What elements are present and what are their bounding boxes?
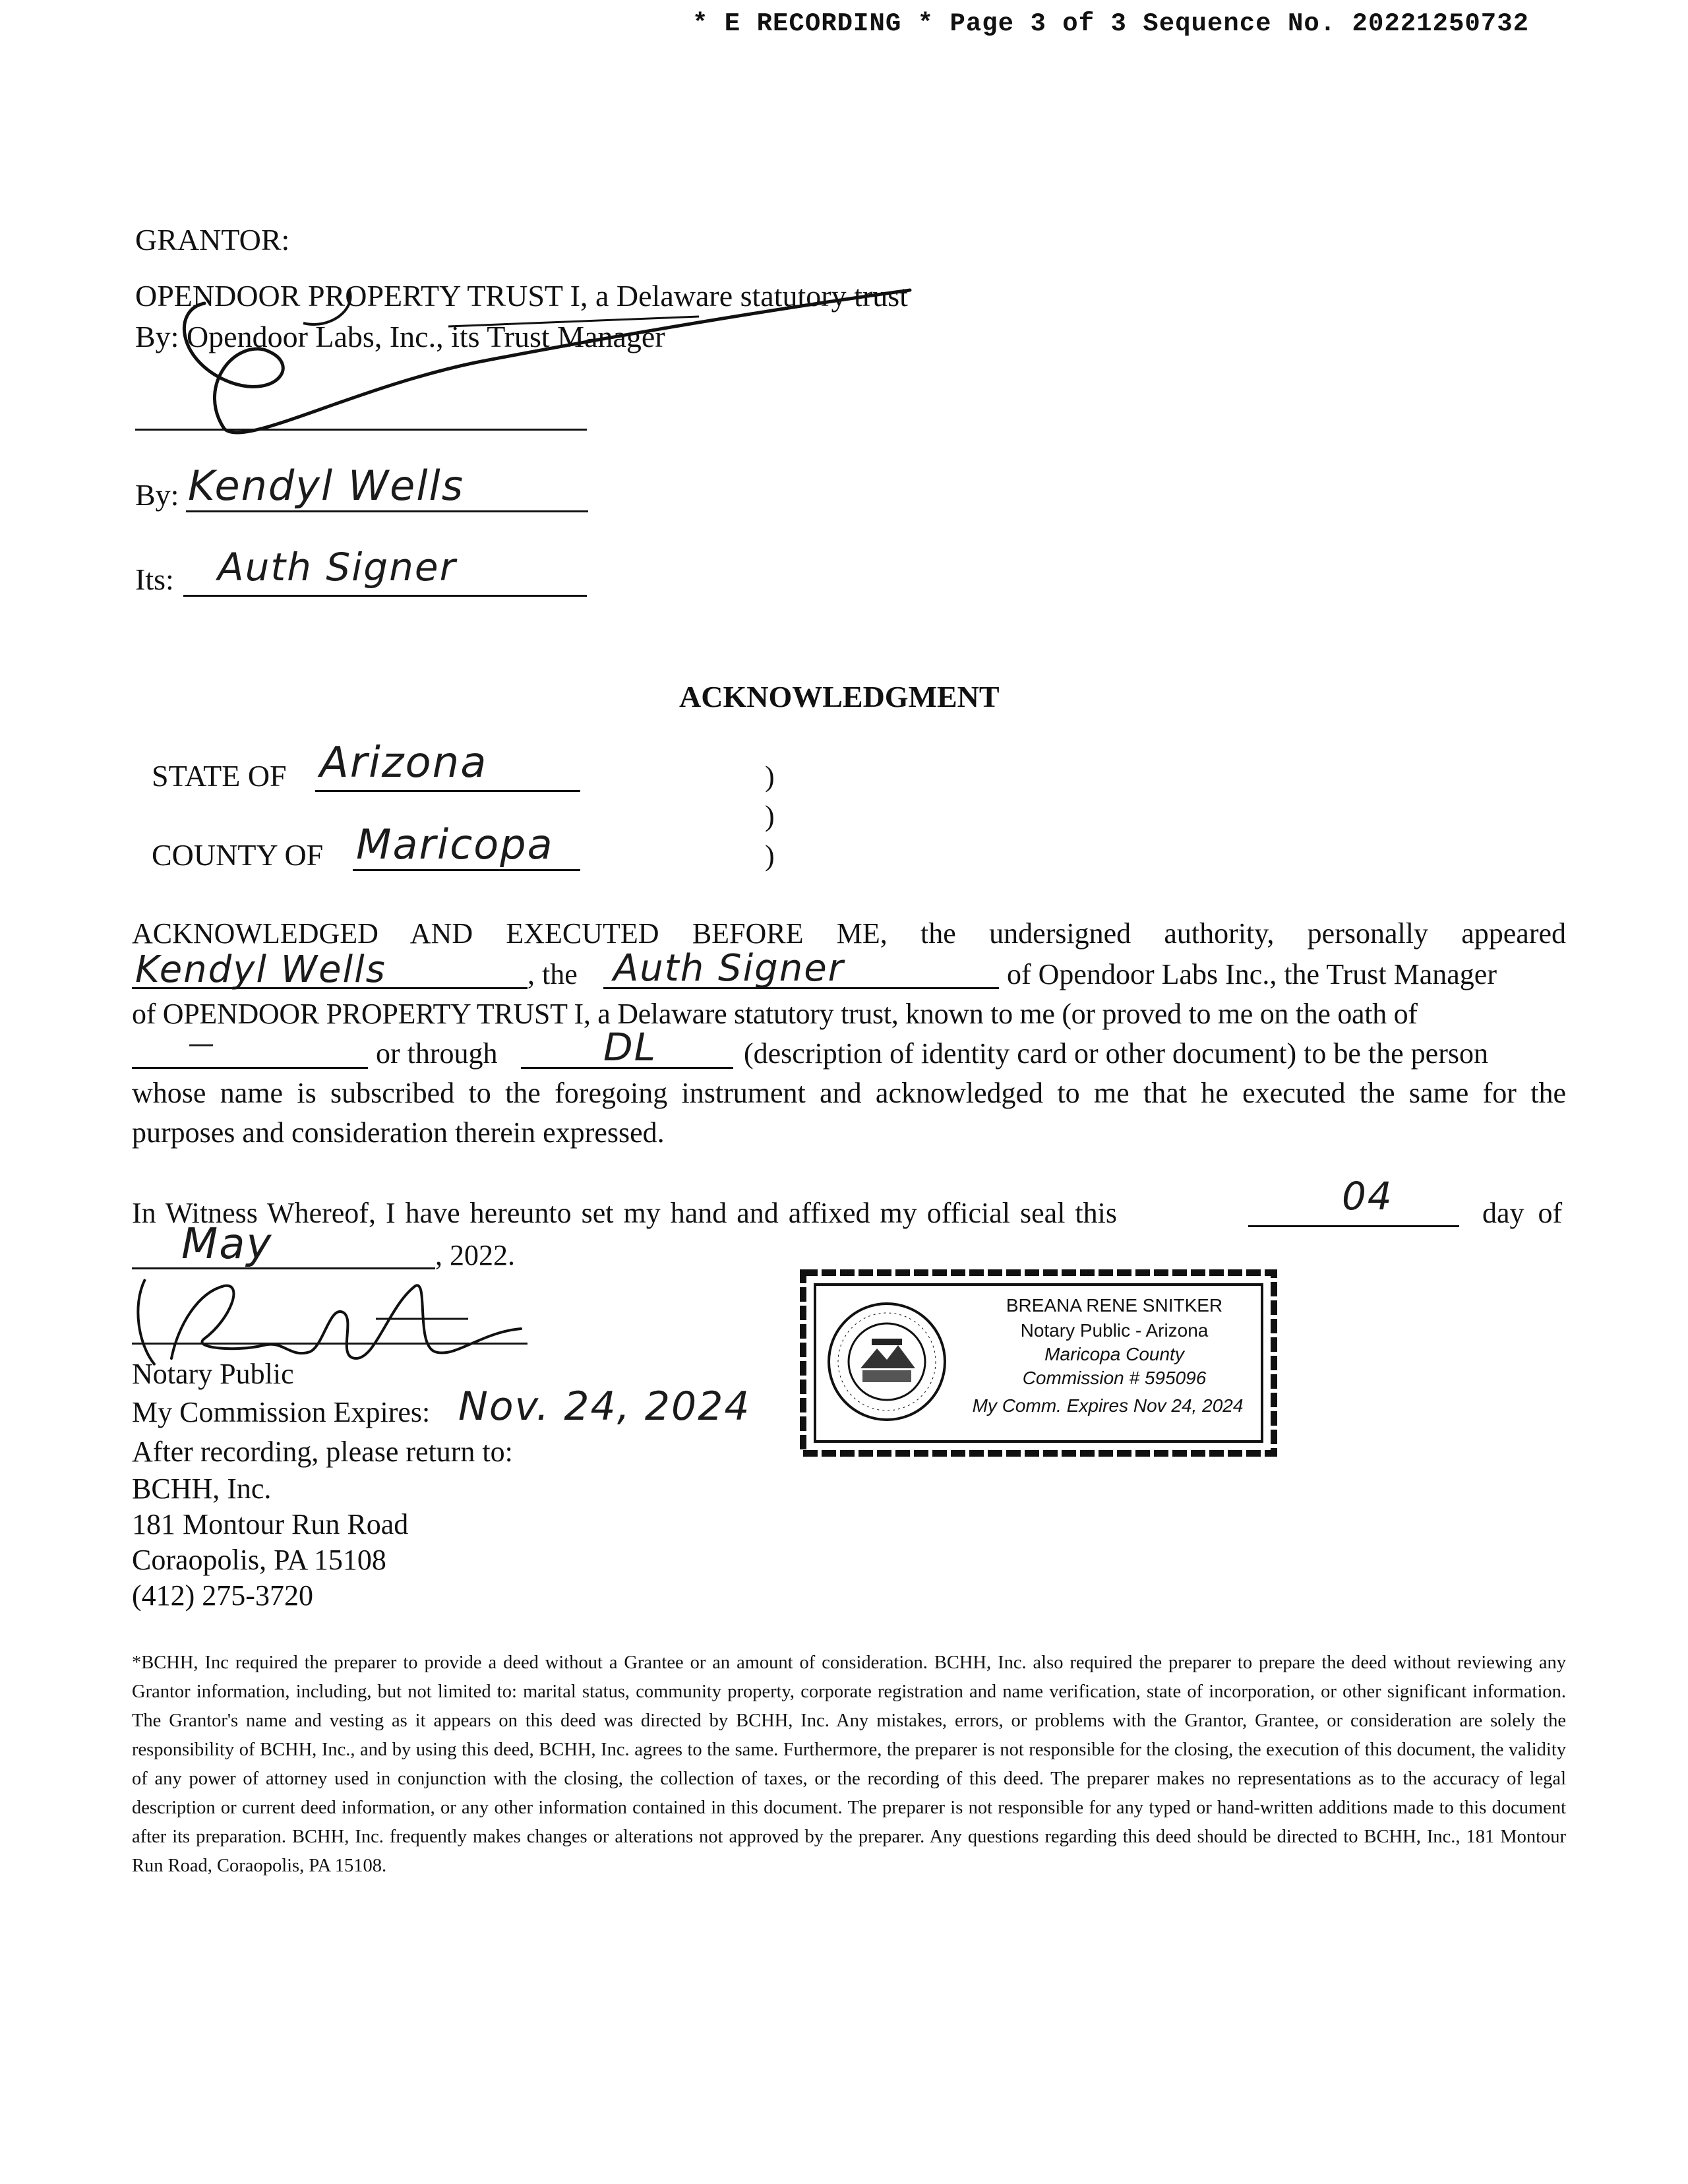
ack-the: , the [528,958,578,990]
arizona-seal-icon [824,1299,950,1424]
state-line [315,790,580,792]
paren-2: ) [765,800,775,832]
paren-3: ) [765,839,775,872]
witness-year: , 2022. [435,1239,515,1271]
ack-id-value: DL [603,1025,657,1070]
its-value: Auth Signer [218,545,457,590]
stamp-name: BREANA RENE SNITKER [1006,1295,1223,1316]
witness-month: May [181,1220,273,1269]
stamp-title: Notary Public - Arizona [1020,1320,1209,1341]
notary-label: Notary Public [132,1358,294,1390]
state-label: STATE OF [152,759,287,793]
ack-oath-line [132,1067,368,1069]
ack-id-line [521,1067,733,1069]
ack-id-desc: (description of identity card or other document) to be the person [744,1037,1488,1070]
grantor-by-line: By: Opendoor Labs, Inc., its Trust Manager [135,320,665,353]
notary-signature-line [132,1343,528,1345]
return-to-company: BCHH, Inc. [132,1472,272,1505]
ack-or-through: or through [376,1037,498,1070]
preparer-disclaimer: *BCHH, Inc required the preparer to provide a deed without a Grantee or an amount of consideration. BCHH, Inc. also required the preparer to prepare the deed without reviewing any Grantor information, including, but not limited to: marital status, community property, corporate registration and name verification, state of incorporation, or other significant information. The Grantor's name and vesting as it appears on this deed was directed by BCHH, Inc. Any mistakes, errors, or problems with the Grantor, Grantee, or consideration are solely the responsibility of BCHH, Inc., and by using this deed, BCHH, Inc. agrees to the same. Furthermore, the preparer is not responsible for the closing, the execution of this document, the validity of any power of attorney used in conjunction with the closing, the collection of taxes, or the recording of this deed. The preparer makes no representations as to the accuracy of legal description or current deed information, or any other information contained in this document. The preparer is not responsible for any typed or hand-written additions made to this document after its preparation. BCHH, Inc. frequently makes changes or alterations not approved by the preparer. Any questions regarding this deed should be directed to BCHH, Inc., 181 Montour Run Road, Coraopolis, PA 15108. [132,1653,1566,1876]
ack-line-5: whose name is subscribed to the foregoing instrument and acknowledged to me that he executed the same for the [132,1077,1566,1109]
notary-stamp [798,1267,1279,1459]
ack-name-line [132,987,528,989]
acknowledgment-heading: ACKNOWLEDGMENT [679,680,1000,713]
grantor-heading: GRANTOR: [135,223,290,257]
its-label: Its: [135,562,174,596]
ack-of-opendoor: of Opendoor Labs Inc., the Trust Manager [1007,958,1497,990]
stamp-county: Maricopa County [1044,1344,1184,1364]
stamp-commission: Commission # 595096 [1022,1368,1207,1388]
witness-lead: In Witness Whereof, I have hereunto set my hand and affixed my official seal this [132,1197,1117,1229]
by-value: Kendyl Wells [188,462,465,510]
state-value: Arizona [320,739,488,787]
grantor-signature-line [135,429,587,431]
commission-label: My Commission Expires: [132,1396,431,1428]
county-label: COUNTY OF [152,838,324,872]
recording-stamp: * E RECORDING * Page 3 of 3 Sequence No. 20221250732 [692,9,1529,38]
witness-day-line [1248,1225,1459,1227]
stamp-expires: My Comm. Expires Nov 24, 2024 [972,1395,1244,1416]
ack-line-6: purposes and consideration therein expressed. [132,1116,665,1149]
ack-oath-value: — [188,1029,216,1059]
ack-title-line [603,987,999,989]
return-to-label: After recording, please return to: [132,1436,513,1468]
ack-line-1: ACKNOWLEDGED AND EXECUTED BEFORE ME, the undersigned authority, personally appeared [132,917,1566,950]
return-to-city: Coraopolis, PA 15108 [132,1544,386,1576]
paren-1: ) [765,760,775,793]
witness-day-of: day of [1482,1197,1563,1229]
ack-name-value: Kendyl Wells [135,948,386,991]
grantor-trust-name: OPENDOOR PROPERTY TRUST I, a Delaware statutory trust [135,279,908,313]
county-line [353,869,580,871]
its-line [183,595,587,597]
commission-value: Nov. 24, 2024 [458,1383,751,1430]
by-line [186,510,588,512]
ack-line-3: of OPENDOOR PROPERTY TRUST I, a Delaware statutory trust, known to me (or proved to me on the oath of [132,998,1418,1030]
by-label: By: [135,478,179,512]
ack-title-value: Auth Signer [613,947,845,990]
return-to-phone: (412) 275-3720 [132,1579,313,1612]
witness-day: 04 [1342,1174,1393,1219]
county-value: Maricopa [356,820,554,868]
return-to-street: 181 Montour Run Road [132,1508,409,1540]
